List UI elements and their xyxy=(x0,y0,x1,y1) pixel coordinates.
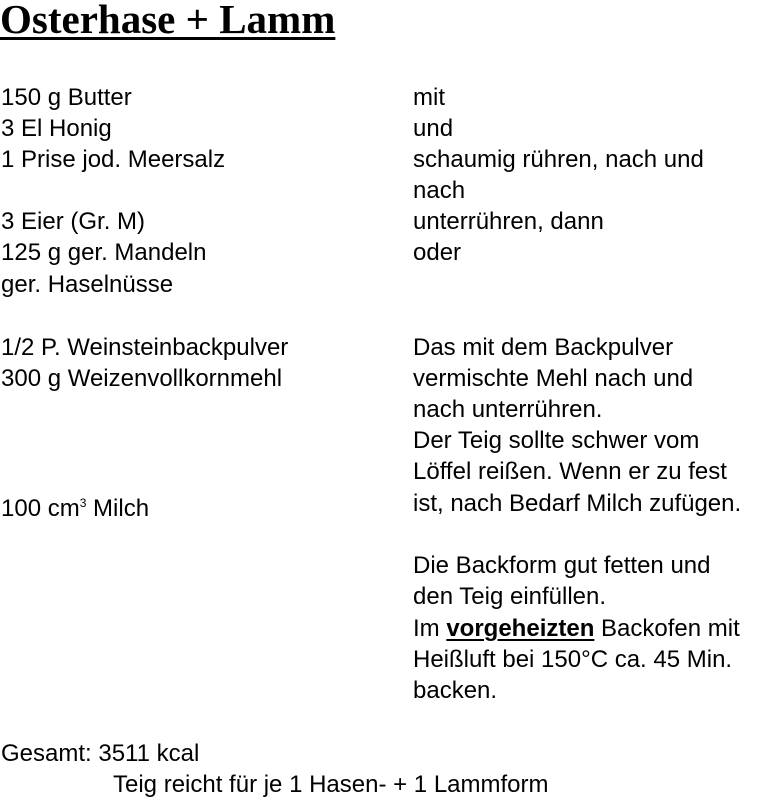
ingredient-line: 3 Eier (Gr. M) xyxy=(1,208,146,235)
instruction-line: mit xyxy=(413,84,445,111)
oven-suffix: Backofen mit xyxy=(594,615,740,642)
instruction-line: vermischte Mehl nach und xyxy=(413,365,694,392)
instruction-line: ist, nach Bedarf Milch zufügen. xyxy=(413,490,742,517)
milk-label: Milch xyxy=(86,495,150,522)
instruction-line: nach xyxy=(413,177,466,204)
ingredient-line: 3 El Honig xyxy=(1,115,112,142)
ingredient-line: 1/2 P. Weinsteinbackpulver xyxy=(1,334,289,361)
oven-prefix: Im xyxy=(413,615,447,642)
instruction-line: schaumig rühren, nach und xyxy=(413,146,704,173)
recipe-title: Osterhase + Lamm xyxy=(0,0,336,42)
ingredient-line: 1 Prise jod. Meersalz xyxy=(1,146,226,173)
instruction-line: Das mit dem Backpulver xyxy=(413,334,674,361)
ingredient-line: 300 g Weizenvollkornmehl xyxy=(1,365,283,392)
instruction-line-oven xyxy=(413,613,740,644)
instruction-line: backen. xyxy=(413,677,498,704)
ingredient-line: 150 g Butter xyxy=(1,84,132,111)
yield-note: Teig reicht für je 1 Hasen- + 1 Lammform xyxy=(113,771,549,798)
ingredient-line: 125 g ger. Mandeln xyxy=(1,239,207,266)
instruction-line: Heißluft bei 150°C ca. 45 Min. xyxy=(413,646,733,673)
ingredient-line-milk xyxy=(1,488,149,524)
instruction-line: Der Teig sollte schwer vom xyxy=(413,427,700,454)
instruction-line: Die Backform gut fetten und xyxy=(413,552,711,579)
instruction-line: oder xyxy=(413,239,462,266)
instruction-line: Löffel reißen. Wenn er zu fest xyxy=(413,458,727,485)
milk-amount: 100 cm xyxy=(1,495,80,522)
instruction-line: nach unterrühren. xyxy=(413,396,603,423)
preheated-emphasis: vorgeheizten xyxy=(446,615,595,642)
instruction-line: und xyxy=(413,115,454,142)
total-calories: Gesamt: 3511 kcal xyxy=(1,740,200,767)
instruction-line: unterrühren, dann xyxy=(413,208,604,235)
cubic-superscript: 3 xyxy=(79,496,87,510)
ingredient-line: ger. Haselnüsse xyxy=(1,271,174,298)
instruction-line: den Teig einfüllen. xyxy=(413,583,607,610)
